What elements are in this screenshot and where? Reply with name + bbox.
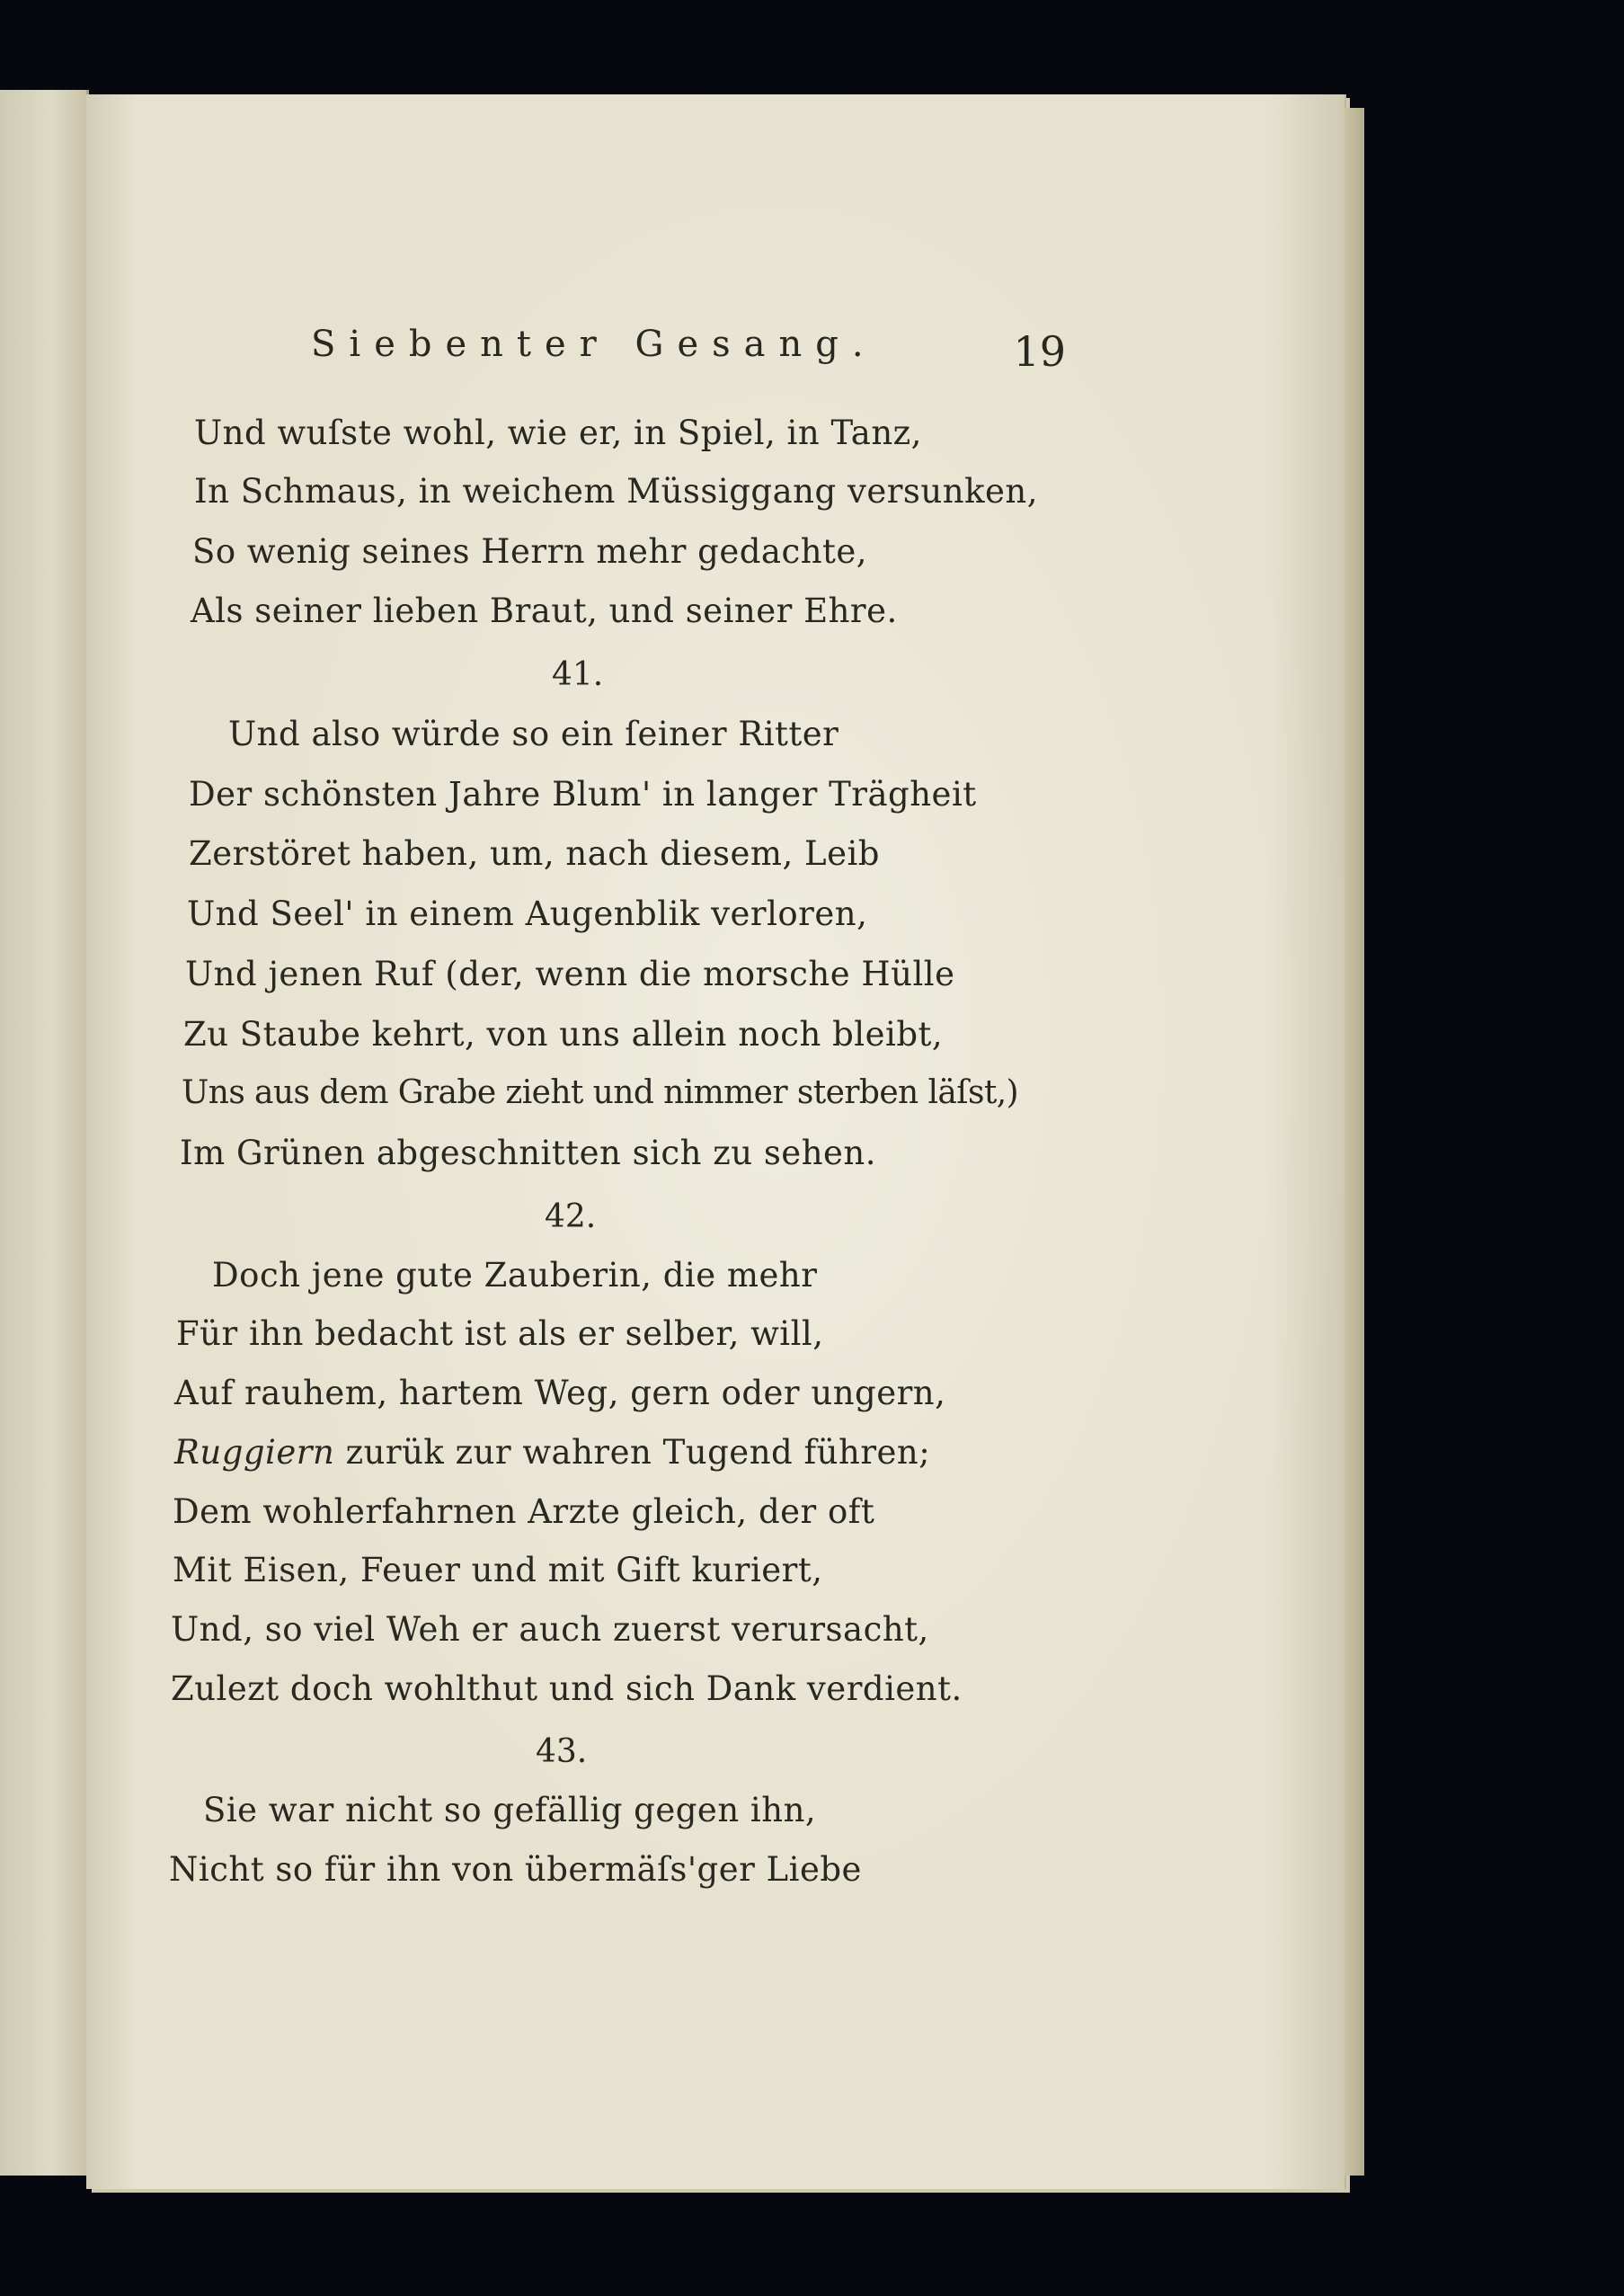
running-head-title: Siebenter Gesang.	[311, 324, 877, 365]
running-head	[311, 324, 1066, 387]
italic-name: Ruggiern	[174, 1433, 335, 1472]
page-number: 19	[1013, 327, 1066, 376]
verse-line: In Schmaus, in weichem Müssiggang versunken,	[194, 472, 1038, 511]
verse-line: Und jenen Ruf (der, wenn die morsche Hülle	[185, 955, 955, 993]
verse-line: Und also würde so ein ſeiner Ritter	[228, 715, 839, 753]
stanza-number: 41.	[552, 656, 604, 693]
verse-line: Zulezt doch wohlthut und sich Dank verdient.	[171, 1669, 963, 1708]
page-text	[86, 94, 1344, 2189]
verse-line: Doch jene gute Zauberin, die mehr	[212, 1256, 818, 1295]
verse-line-rest: zurük zur wahren Tugend führen;	[345, 1433, 931, 1472]
verse-line: Als seiner lieben Braut, und seiner Ehre.	[191, 592, 898, 630]
previous-page-edge	[0, 90, 89, 2176]
verse-line: Dem wohlerfahrnen Arzte gleich, der oft	[173, 1492, 875, 1531]
verse-line: Nicht so für ihn von übermäſs'ger Liebe	[169, 1850, 862, 1889]
verse-line: Und, so viel Weh er auch zuerst verursacht,	[171, 1610, 929, 1649]
verse-line: Zerstöret haben, um, nach diesem, Leib	[189, 834, 880, 873]
stanza-number: 43.	[536, 1733, 588, 1770]
verse-line: Sie war nicht so gefällig gegen ihn,	[203, 1791, 817, 1829]
verse-line: Mit Eisen, Feuer und mit Gift kuriert,	[173, 1551, 823, 1589]
page-stack-edge	[1344, 108, 1364, 2176]
stanza-number: 42.	[545, 1198, 597, 1235]
verse-line: Für ihn bedacht ist als er selber, will,	[176, 1314, 824, 1353]
verse-line: Uns aus dem Grabe zieht und nimmer sterben läſst,)	[182, 1074, 1018, 1111]
verse-line: Im Grünen abgeschnitten sich zu sehen.	[180, 1134, 877, 1172]
verse-line-ruggiern	[174, 1433, 930, 1472]
verse-line: Zu Staube kehrt, von uns allein noch bleibt,	[183, 1015, 944, 1054]
verse-line: So wenig seines Herrn mehr gedachte,	[192, 532, 868, 571]
verse-line: Auf rauhem, hartem Weg, gern oder ungern,	[174, 1374, 946, 1412]
verse-line: Und Seel' in einem Augenblik verloren,	[187, 894, 868, 933]
verse-line: Und wuſste wohl, wie er, in Spiel, in Tanz,	[194, 414, 922, 452]
verse-line: Der schönsten Jahre Blum' in langer Trägheit	[189, 775, 977, 814]
